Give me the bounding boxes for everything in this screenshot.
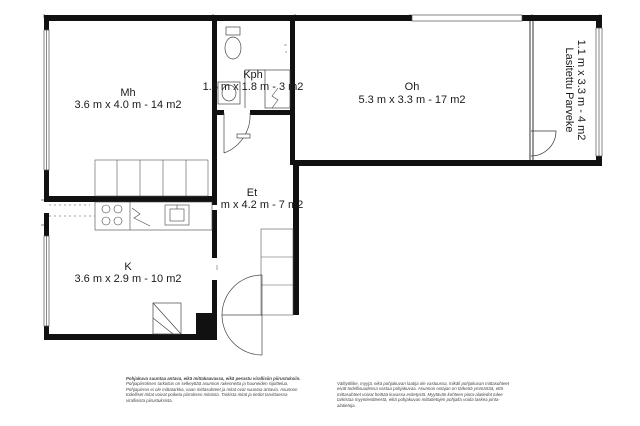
radiator xyxy=(95,160,208,196)
disclaimer-left-title: Pohjakuva suuntaa antava, eikä mittakaavassa, eikä perustu virallisiin piirustuksiin. xyxy=(126,376,301,381)
room-size-k: 3.6 m x 2.9 m - 10 m2 xyxy=(74,273,182,285)
room-size-mh: 3.6 m x 4.0 m - 14 m2 xyxy=(74,99,182,111)
room-name-parveke: Lasitettu Parveke xyxy=(563,47,575,133)
disclaimer-right xyxy=(337,381,517,408)
k-cabinet xyxy=(153,303,181,334)
wardrobe xyxy=(261,229,293,315)
room-name-kph: Kph xyxy=(243,69,263,81)
room-size-parveke: 1.1 m x 3.3 m - 4 m2 xyxy=(575,39,587,141)
disclaimer-left-body: Pohjapiirroksen tarkoitus on selkeyttää asunnon rakennetta ja huoneiden sijoittelua. Pohjapiirros ei ole mittatarkka, vaan mittasuhteet ja mitat ovat suuntaa antavia. Asunnon todelliset mitat voivat poiketa piirroksen mitoista. Tarkista mitat ja tiedot tarvittaessa virallisista piirustuksista. xyxy=(126,381,298,403)
room-name-k: K xyxy=(124,261,132,273)
room-size-oh: 5.3 m x 3.3 m - 17 m2 xyxy=(358,94,466,106)
room-name-et: Et xyxy=(246,187,258,199)
room-name-mh: Mh xyxy=(120,87,136,99)
room-name-oh: Oh xyxy=(404,81,420,93)
room-size-et: m x 4.2 m - 7 m2 xyxy=(220,199,304,211)
disclaimer-left xyxy=(126,376,306,403)
room-size-kph: 1.6 m x 1.8 m - 3 m2 xyxy=(202,81,304,93)
disclaimer-right-body: Välityöliike, myyjä, eikä pohjakuvan laatija ole vastuussa, mikäli pohjakuvan mittasuhteet eivät todellisuudessa vastaa pohjakuvaa. Asunnon ostajan on tärkeää ymmärtää, että mittasuhteet voivat heittää kuvassa esitetystä. Myytävän kohteen pinta-alatiedot tulee tarkistaa myyntiesitteestä, eikä pohjakuvan mittatietojen pohjalta voida laskea pinta-alatietoja. xyxy=(337,381,510,408)
